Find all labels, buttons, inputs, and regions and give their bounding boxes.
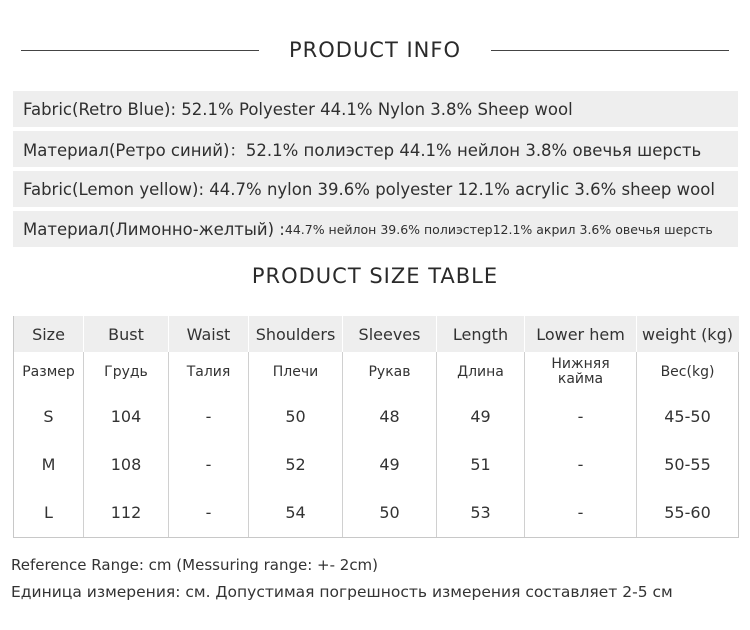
table-row (14, 441, 739, 489)
fabric-row-lemon-yellow-ru (13, 211, 738, 247)
cell-lower-hem: - (525, 441, 637, 489)
header-ru-sleeves: Рукав (343, 352, 437, 392)
cell-shoulders: 52 (249, 441, 343, 489)
cell-shoulders: 54 (249, 489, 343, 538)
cell-size: L (14, 489, 84, 538)
cell-length: 51 (437, 441, 525, 489)
cell-lower-hem: - (525, 392, 637, 440)
cell-bust: 108 (84, 441, 169, 489)
header-length: Length (437, 316, 525, 352)
product-info-title: PRODUCT INFO (288, 38, 461, 62)
header-ru-lower-hem: Нижняя кайма (525, 352, 637, 392)
header-sleeves: Sleeves (343, 316, 437, 352)
fabric-row-retro-blue-en (13, 91, 738, 127)
size-table (13, 316, 739, 538)
header-bust: Bust (84, 316, 169, 352)
cell-weight: 50-55 (637, 441, 739, 489)
cell-bust: 112 (84, 489, 169, 538)
size-table-heading (0, 264, 750, 288)
cell-length: 49 (437, 392, 525, 440)
header-ru-bust: Грудь (84, 352, 169, 392)
fabric-text: Fabric(Lemon yellow): 44.7% nylon 39.6% polyester 12.1% acrylic 3.6% sheep wool (23, 179, 715, 199)
cell-shoulders: 50 (249, 392, 343, 440)
fabric-composition-small: 44.7% нейлон 39.6% полиэстер12.1% акрил 3.6% овечья шерсть (284, 221, 713, 237)
cell-waist: - (169, 489, 249, 538)
table-row (14, 392, 739, 440)
cell-waist: - (169, 392, 249, 440)
unit-note-ru: Единица измерения: см. Допустимая погрешность измерения составляет 2-5 см (11, 583, 673, 601)
header-weight: weight (kg) (637, 316, 739, 352)
header-ru-weight: Вес(kg) (637, 352, 739, 392)
fabric-text: Материал(Лимонно-желтый) : (23, 219, 285, 239)
cell-length: 53 (437, 489, 525, 538)
heading-divider-right (491, 50, 729, 51)
reference-range-note: Reference Range: cm (Messuring range: +- 2cm) (11, 556, 379, 574)
cell-weight: 55-60 (637, 489, 739, 538)
header-shoulders: Shoulders (249, 316, 343, 352)
header-row-en (14, 316, 739, 352)
cell-bust: 104 (84, 392, 169, 440)
cell-waist: - (169, 441, 249, 489)
cell-size: S (14, 392, 84, 440)
header-waist: Waist (169, 316, 249, 352)
header-lower-hem: Lower hem (525, 316, 637, 352)
header-ru-shoulders: Плечи (249, 352, 343, 392)
cell-sleeves: 50 (343, 489, 437, 538)
header-ru-size: Размер (14, 352, 84, 392)
fabric-text: Материал(Ретро синий)：52.1% полиэстер 44.1% нейлон 3.8% овечья шерсть (23, 141, 702, 160)
cell-sleeves: 48 (343, 392, 437, 440)
table-row (14, 489, 739, 538)
header-row-ru (14, 352, 739, 392)
cell-weight: 45-50 (637, 392, 739, 440)
cell-sleeves: 49 (343, 441, 437, 489)
header-size: Size (14, 316, 84, 352)
fabric-text: Fabric(Retro Blue): 52.1% Polyester 44.1% Nylon 3.8% Sheep wool (23, 99, 573, 119)
cell-lower-hem: - (525, 489, 637, 538)
header-ru-length: Длина (437, 352, 525, 392)
heading-divider-left (21, 50, 259, 51)
product-info-heading (0, 38, 750, 62)
size-table-title: PRODUCT SIZE TABLE (251, 264, 499, 288)
header-ru-waist: Талия (169, 352, 249, 392)
fabric-row-lemon-yellow-en (13, 171, 738, 207)
fabric-row-retro-blue-ru (13, 131, 738, 167)
cell-size: M (14, 441, 84, 489)
